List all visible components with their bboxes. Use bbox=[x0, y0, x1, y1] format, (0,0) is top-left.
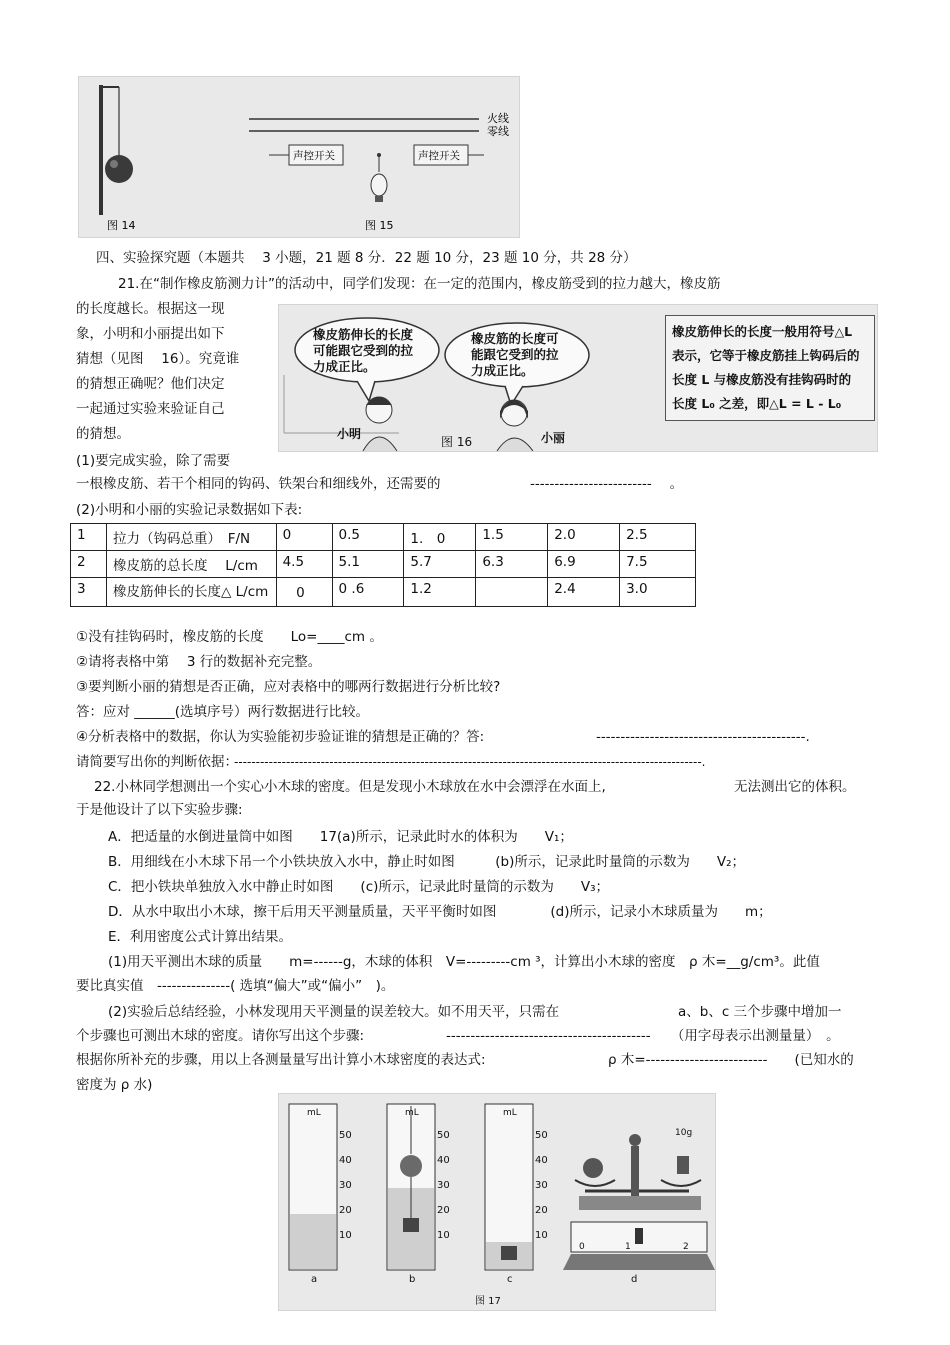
figure-16-caption: 图 16 bbox=[441, 435, 473, 449]
table-cell: 2.5 bbox=[620, 524, 696, 551]
tick-30-b: 30 bbox=[437, 1180, 450, 1191]
q21-left-line-2: 象，小明和小丽提出如下 bbox=[76, 326, 225, 342]
tick-10-b: 10 bbox=[437, 1230, 450, 1241]
q22-step-d: D．从水中取出小木球，擦干后用天平测量质量，天平平衡时如图 (d)所示，记录小木球质量为 m； bbox=[108, 904, 772, 920]
note-line-3: 长度 L 与橡皮筋没有挂钩码时的 bbox=[672, 372, 852, 387]
figure-17-drawing bbox=[279, 1094, 715, 1310]
note-line-4: 长度 L₀ 之差，即△L = L - L₀ bbox=[672, 396, 842, 411]
q21-sub3-answer: 答：应对 ______(选填序号）两行数据进行比较。 bbox=[76, 704, 370, 720]
q21-sub4: ④分析表格中的数据，你认为实验能初步验证谁的猜想是正确的？答: bbox=[76, 729, 485, 745]
figure-16 bbox=[278, 304, 878, 452]
note-line-2: 表示，它等于橡皮筋挂上钩码后的 bbox=[672, 348, 860, 363]
table-cell: 6.9 bbox=[548, 551, 620, 578]
table-cell: 7.5 bbox=[620, 551, 696, 578]
q21-part1-blank: ------------------------- 。 bbox=[530, 476, 684, 492]
bubble-ming-line-3: 力成正比。 bbox=[313, 359, 376, 374]
table-row bbox=[71, 524, 696, 551]
unit-label-c: mL bbox=[503, 1108, 517, 1118]
sound-switch-label-right: 声控开关 bbox=[418, 150, 460, 162]
figure-15-caption: 图 15 bbox=[365, 219, 394, 232]
q22-intro: 22.小林同学想测出一个实心小木球的密度。但是发现小木球放在水中会漂浮在水面上, bbox=[94, 779, 606, 795]
figure-14-15 bbox=[78, 76, 520, 238]
tick-20-a: 20 bbox=[339, 1205, 352, 1216]
q21-part2-line: (2)小明和小丽的实验记录数据如下表: bbox=[76, 502, 303, 518]
q21-intro: 21.在“制作橡皮筋测力计”的活动中，同学们发现：在一定的范围内，橡皮筋受到的拉力越大，橡皮筋 bbox=[118, 276, 721, 292]
table-cell: 2.0 bbox=[548, 524, 620, 551]
bubble-li-line-2: 能跟它受到的拉 bbox=[471, 347, 559, 362]
label-d: d bbox=[631, 1274, 638, 1285]
table-cell: 橡皮筋的总长度 L/cm bbox=[106, 551, 276, 578]
note-line-1: 橡皮筋伸长的长度一般用符号△L bbox=[672, 324, 853, 339]
tick-30-c: 30 bbox=[535, 1180, 548, 1191]
q21-left-line-1: 的长度越长。根据这一现 bbox=[76, 301, 225, 317]
bubble-ming bbox=[313, 327, 413, 375]
table-cell: 0 bbox=[276, 578, 332, 607]
scale-1: 1 bbox=[625, 1242, 631, 1252]
q22-intro-tail: 无法测出它的体积。 bbox=[734, 779, 856, 795]
table-cell: 橡皮筋伸长的长度△ L/cm bbox=[106, 578, 276, 607]
label-c: c bbox=[507, 1274, 513, 1285]
q21-sub1: ①没有挂钩码时，橡皮筋的长度 Lo=____cm 。 bbox=[76, 629, 383, 645]
q22-part1-line1: (1)用天平测出木球的质量 m=------g，木球的体积 V=---------cm ³，计算出小木球的密度 ρ 木=__g/cm³。此值 bbox=[108, 954, 820, 970]
q21-sub2: ②请将表格中第 3 行的数据补充完整。 bbox=[76, 654, 322, 670]
definition-note bbox=[665, 315, 875, 421]
tick-40-c: 40 bbox=[535, 1155, 548, 1166]
q21-part1-line2: 一根橡皮筋、若干个相同的钩码、铁架台和细线外，还需要的 bbox=[76, 476, 441, 492]
q21-sub4-reason: 请简要写出你的判断依据： bbox=[76, 754, 238, 770]
q21-sub4-blank: -------------------------------------------. bbox=[596, 729, 810, 745]
table-cell: 1. 0 bbox=[404, 524, 476, 551]
tick-20-c: 20 bbox=[535, 1205, 548, 1216]
q21-part1-line1: (1)要完成实验，除了需要 bbox=[76, 453, 231, 469]
table-cell: 5.7 bbox=[404, 551, 476, 578]
tick-10-a: 10 bbox=[339, 1230, 352, 1241]
table-cell: 0 .6 bbox=[332, 578, 404, 607]
table-cell: 0.5 bbox=[332, 524, 404, 551]
q21-left-line-3: 猜想（见图 16）。究竟谁 bbox=[76, 351, 240, 367]
table-cell: 3 bbox=[71, 578, 107, 607]
q22-part2-line1: (2)实验后总结经验，小林发现用天平测量的误差较大。如不用天平，只需在 bbox=[108, 1004, 560, 1020]
tick-30-a: 30 bbox=[339, 1180, 352, 1191]
q21-left-line-4: 的猜想正确呢？他们决定 bbox=[76, 376, 225, 392]
bubble-li bbox=[471, 331, 559, 379]
unit-label-a: mL bbox=[307, 1108, 321, 1118]
table-cell: 1.2 bbox=[404, 578, 476, 607]
table-cell: 1 bbox=[71, 524, 107, 551]
table-cell: 2 bbox=[71, 551, 107, 578]
figure-14-caption: 图 14 bbox=[107, 219, 136, 232]
tick-50-b: 50 bbox=[437, 1130, 450, 1141]
table-cell: 4.5 bbox=[276, 551, 332, 578]
section-heading: 四、实验探究题（本题共 3 小题，21 题 8 分．22 题 10 分，23 题 10 分，共 28 分） bbox=[96, 250, 637, 266]
bubble-li-line-3: 力成正比。 bbox=[471, 363, 534, 378]
q21-sub4-reason-blank: ------------------------------------------------------------------------------------------------------------. bbox=[234, 755, 706, 769]
neutral-wire-label: 零线 bbox=[487, 125, 509, 138]
bubble-ming-line-1: 橡皮筋伸长的长度 bbox=[313, 327, 414, 342]
q21-left-line-6: 的猜想。 bbox=[76, 426, 130, 442]
table-cell: 2.4 bbox=[548, 578, 620, 607]
q21-sub3: ③要判断小丽的猜想是否正确，应对表格中的哪两行数据进行分析比较? bbox=[76, 679, 501, 695]
table-row bbox=[71, 578, 696, 607]
table-cell: 0 bbox=[276, 524, 332, 551]
q22-part2-line3-tail: ρ 木=------------------------- (已知水的 bbox=[608, 1052, 854, 1068]
bubble-li-line-1: 橡皮筋的长度可 bbox=[471, 331, 559, 346]
weight-label: 10g bbox=[675, 1128, 693, 1138]
q22-step-e: E．利用密度公式计算出结果。 bbox=[108, 929, 293, 945]
q22-part2-line3: 根据你所补充的步骤，用以上各测量量写出计算小木球密度的表达式: bbox=[76, 1052, 486, 1068]
live-wire-label: 火线 bbox=[487, 112, 509, 125]
label-a: a bbox=[311, 1274, 318, 1285]
data-table bbox=[70, 523, 696, 607]
table-cell: 拉力（钩码总重） F/N bbox=[106, 524, 276, 551]
tick-50-c: 50 bbox=[535, 1130, 548, 1141]
label-b: b bbox=[409, 1274, 416, 1285]
q22-part2-line1-tail: a、b、c 三个步骤中增加一 bbox=[678, 1004, 842, 1020]
name-xiaoming: 小明 bbox=[337, 427, 362, 441]
q22-step-c: C．把小铁块单独放入水中静止时如图 (c)所示，记录此时量筒的示数为 V₃； bbox=[108, 879, 610, 895]
q22-part2-line2-blank: ------------------------------------------ （用字母表示出测量量） 。 bbox=[446, 1028, 840, 1044]
q22-part2-line4: 密度为 ρ 水) bbox=[76, 1077, 153, 1093]
q21-left-line-5: 一起通过实验来验证自己 bbox=[76, 401, 225, 417]
tick-10-c: 10 bbox=[535, 1230, 548, 1241]
figure-17 bbox=[278, 1093, 716, 1311]
tick-20-b: 20 bbox=[437, 1205, 450, 1216]
q22-intro-line2: 于是他设计了以下实验步骤: bbox=[76, 802, 243, 818]
table-cell: 1.5 bbox=[476, 524, 548, 551]
q22-part2-line2: 个步骤也可测出木球的密度。请你写出这个步骤: bbox=[76, 1028, 365, 1044]
name-xiaoli: 小丽 bbox=[541, 431, 566, 445]
figure-14-15-drawing bbox=[79, 77, 519, 237]
table-cell-blank bbox=[476, 578, 548, 607]
q22-step-b: B．用细线在小木球下吊一个小铁块放入水中，静止时如图 (b)所示，记录此时量筒的示数为 V₂； bbox=[108, 854, 746, 870]
figure-17-caption: 图 17 bbox=[475, 1296, 501, 1307]
q22-part1-line2: 要比真实值 ---------------( 选填“偏大”或“偏小” )。 bbox=[76, 978, 395, 994]
sound-switch-label-left: 声控开关 bbox=[293, 150, 335, 162]
tick-40-b: 40 bbox=[437, 1155, 450, 1166]
table-cell: 3.0 bbox=[620, 578, 696, 607]
bubble-ming-line-2: 可能跟它受到的拉 bbox=[313, 343, 414, 358]
tick-40-a: 40 bbox=[339, 1155, 352, 1166]
scale-2: 2 bbox=[683, 1242, 689, 1252]
q22-step-a: A．把适量的水倒进量筒中如图 17(a)所示，记录此时水的体积为 V₁； bbox=[108, 829, 573, 845]
unit-label-b: mL bbox=[405, 1108, 419, 1118]
scale-0: 0 bbox=[579, 1242, 585, 1252]
table-cell: 5.1 bbox=[332, 551, 404, 578]
table-row bbox=[71, 551, 696, 578]
tick-50-a: 50 bbox=[339, 1130, 352, 1141]
table-cell: 6.3 bbox=[476, 551, 548, 578]
